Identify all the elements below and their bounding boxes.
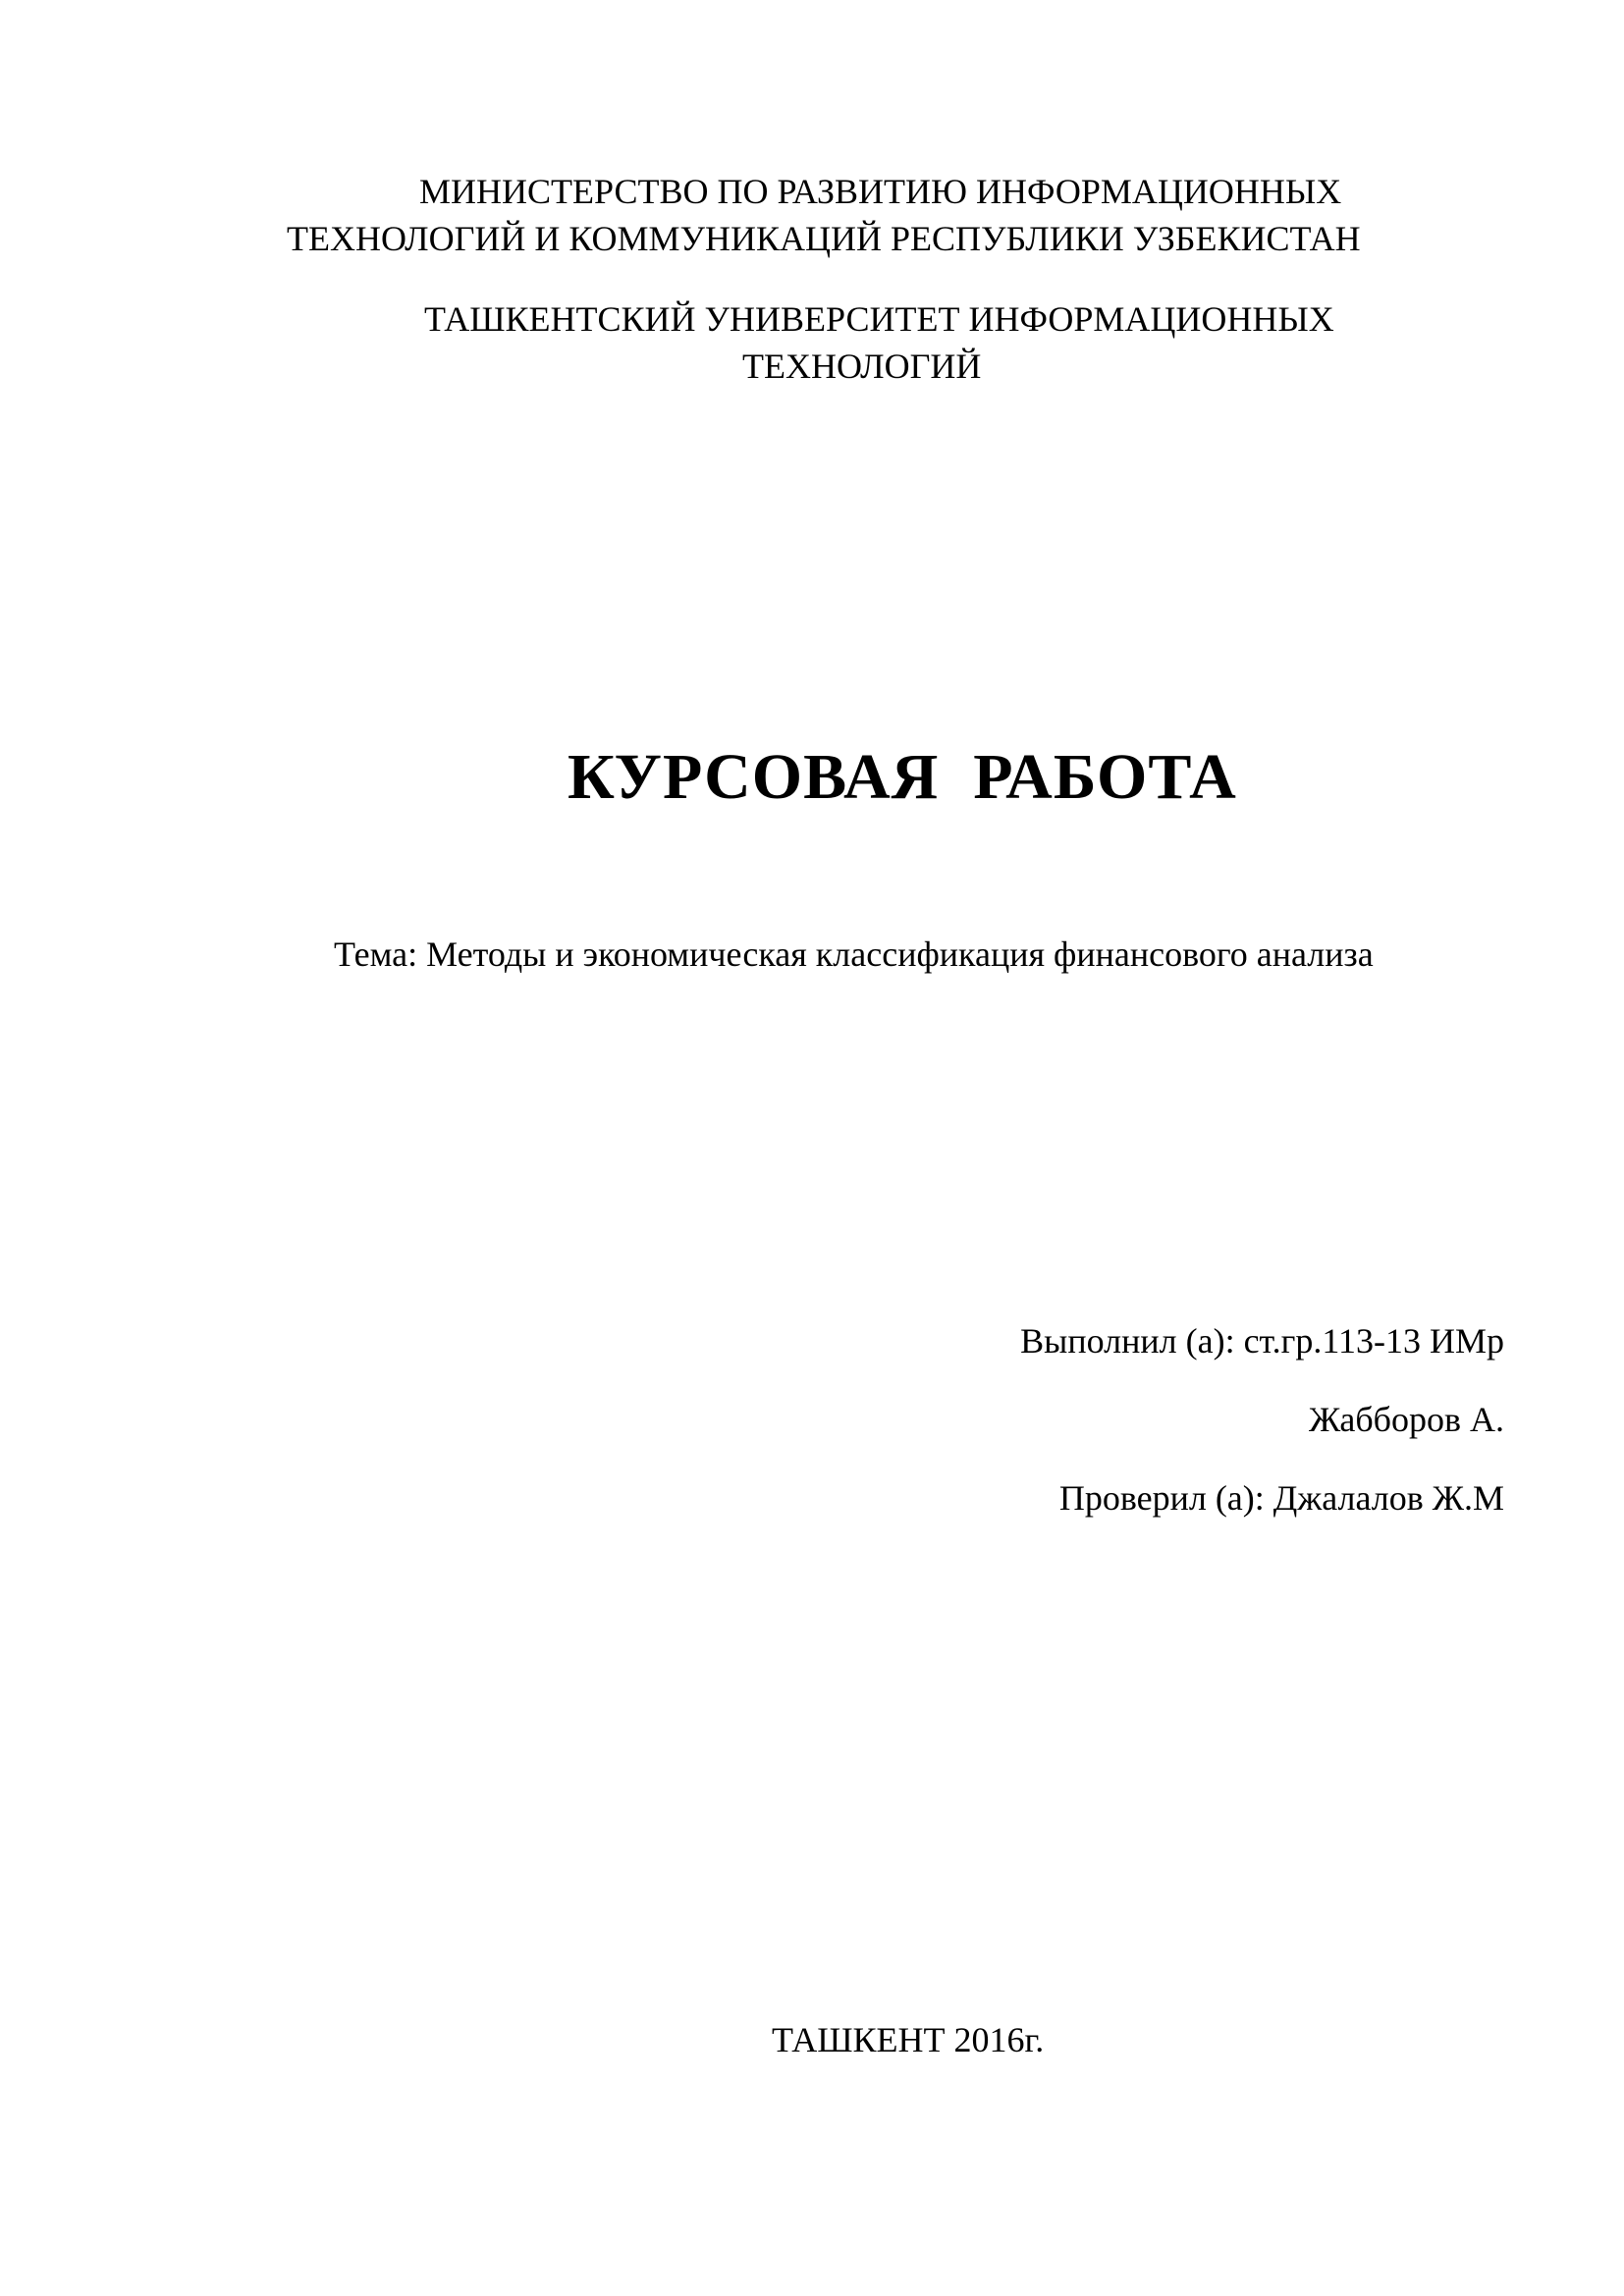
student-name: Жабборов А. (1309, 1400, 1504, 1439)
topic-line: Тема: Методы и экономическая классификация финансового анализа (334, 934, 1374, 974)
performed-by-line: Выполнил (а): ст.гр.113-13 ИМр (1020, 1321, 1504, 1361)
ministry-name-line-2: ТЕХНОЛОГИЙ И КОММУНИКАЦИЙ РЕСПУБЛИКИ УЗБЕКИСТАН (287, 219, 1361, 258)
document-title: КУРСОВАЯ РАБОТА (568, 741, 1237, 813)
ministry-name-line-1: МИНИСТЕРСТВО ПО РАЗВИТИЮ ИНФОРМАЦИОННЫХ (419, 172, 1342, 211)
university-name-line-2: ТЕХНОЛОГИЙ (742, 347, 982, 386)
checked-by-line: Проверил (а): Джалалов Ж.М (1058, 1478, 1504, 1518)
city-year: ТАШКЕНТ 2016г. (772, 2020, 1045, 2059)
university-name-line-1: ТАШКЕНТСКИЙ УНИВЕРСИТЕТ ИНФОРМАЦИОННЫХ (424, 299, 1334, 339)
